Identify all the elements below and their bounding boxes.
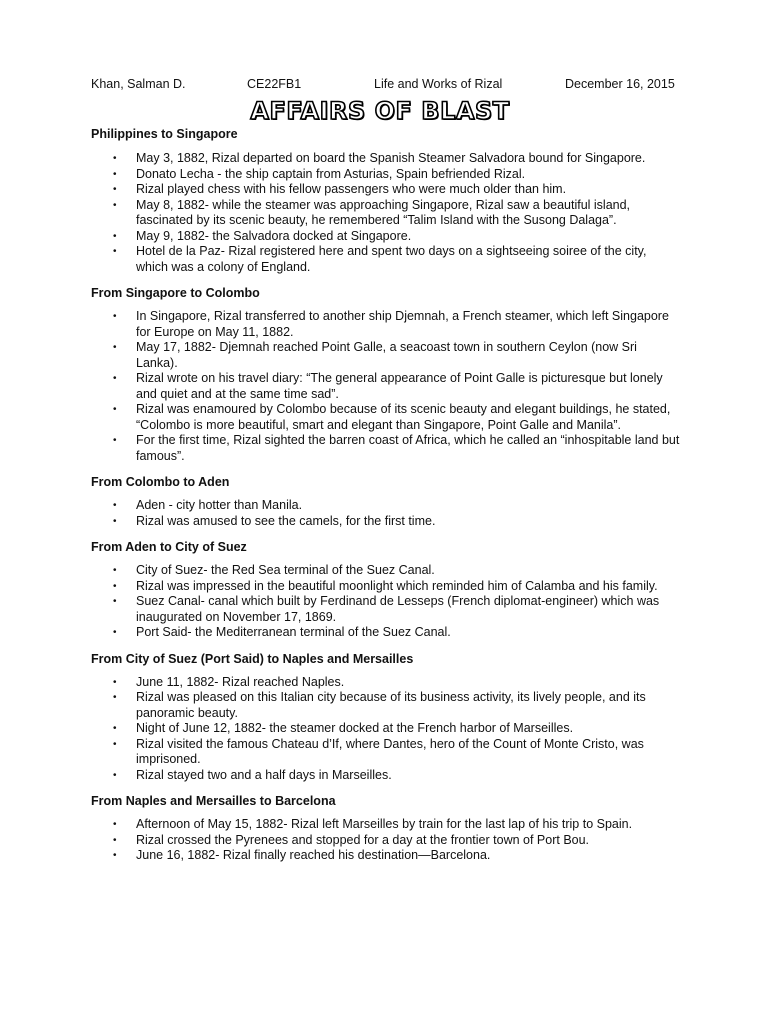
- bullet-icon: •: [113, 692, 117, 703]
- list-item: [91, 371, 681, 402]
- list-item: [91, 433, 681, 464]
- list-item: [91, 167, 681, 183]
- list-item-text: City of Suez- the Red Sea terminal of the Suez Canal.: [136, 563, 435, 577]
- list-item-text: Rizal wrote on his travel diary: “The general appearance of Point Galle is picturesque but lonely and quiet and at the same time sad”.: [136, 371, 663, 401]
- bullet-icon: •: [113, 627, 117, 638]
- list-item: [91, 340, 681, 371]
- list-item-text: Rizal crossed the Pyrenees and stopped for a day at the frontier town of Port Bou.: [136, 832, 590, 847]
- bullet-icon: •: [113, 769, 117, 781]
- bullet-icon: •: [113, 311, 117, 322]
- list-item-text: Rizal was impressed in the beautiful moonlight which reminded him of Calamba and his family.: [136, 578, 658, 593]
- list-item: [91, 594, 681, 625]
- header-subject: Life and Works of Rizal: [374, 77, 503, 91]
- list-item: [91, 848, 681, 864]
- bullet-icon: •: [113, 342, 117, 353]
- list-item-text: Rizal was amused to see the camels, for the first time.: [136, 513, 436, 528]
- bullet-icon: •: [113, 500, 117, 511]
- header-date: December 16, 2015: [565, 77, 675, 91]
- document-header: [91, 77, 681, 93]
- header-section: CE22FB1: [247, 77, 302, 91]
- bullet-list: [91, 151, 681, 275]
- bullet-icon: •: [113, 834, 117, 846]
- bullet-list: [91, 498, 681, 529]
- list-item: [91, 198, 681, 229]
- list-item-text: Hotel de la Paz- Rizal registered here and spent two days on a sightseeing soiree of the city, which was a colony of England.: [136, 244, 647, 274]
- list-item-text: Donato Lecha - the ship captain from Asturias, Spain befriended Rizal.: [136, 166, 526, 181]
- list-item-text: Afternoon of May 15, 1882- Rizal left Marseilles by train for the last lap of his trip to Spain.: [136, 817, 633, 831]
- section: [91, 285, 681, 464]
- list-item: [91, 737, 681, 768]
- list-item: [91, 309, 681, 340]
- list-item: [91, 721, 681, 737]
- bullet-icon: •: [113, 230, 117, 242]
- bullet-icon: •: [113, 819, 117, 830]
- bullet-icon: •: [113, 184, 117, 195]
- list-item-text: May 8, 1882- while the steamer was approaching Singapore, Rizal saw a beautiful island, fascinated by its scenic beauty, he remembered “Talim Island with the Susong Dalaga”.: [136, 197, 631, 227]
- list-item-text: Night of June 12, 1882- the steamer docked at the French harbor of Marseilles.: [136, 721, 574, 735]
- header-author: Khan, Salman D.: [91, 77, 186, 91]
- bullet-icon: •: [113, 723, 117, 734]
- section: [91, 793, 681, 864]
- bullet-icon: •: [113, 738, 117, 750]
- list-item-text: Rizal played chess with his fellow passengers who were much older than him.: [136, 182, 567, 196]
- section-heading: From Naples and Mersailles to Barcelona: [91, 794, 336, 808]
- document-body: [91, 122, 681, 864]
- bullet-list: [91, 563, 681, 641]
- document-title: AFFAIRS OF BLAST: [250, 97, 510, 125]
- list-item-text: May 17, 1882- Djemnah reached Point Galle, a seacoast town in southern Ceylon (now Sri Lanka).: [136, 340, 637, 370]
- list-item-text: Rizal was pleased on this Italian city because of its business activity, its lively people, and its panoramic beauty.: [136, 690, 646, 720]
- list-item-text: Rizal stayed two and a half days in Marseilles.: [136, 767, 392, 782]
- bullet-icon: •: [113, 199, 117, 211]
- bullet-icon: •: [113, 404, 117, 415]
- bullet-icon: •: [113, 676, 117, 688]
- list-item-text: Rizal was enamoured by Colombo because of its scenic beauty and elegant buildings, he stated, “Colombo is more beautiful, smart and elegant than Singapore, Point Galle and Manila”.: [136, 402, 671, 432]
- section: [91, 539, 681, 641]
- bullet-list: [91, 675, 681, 784]
- list-item-text: In Singapore, Rizal transferred to another ship Djemnah, a French steamer, which left Singapore for Europe on May 11, 1882.: [136, 309, 669, 339]
- bullet-icon: •: [113, 515, 117, 527]
- list-item: [91, 182, 681, 198]
- list-item-text: May 3, 1882, Rizal departed on board the Spanish Steamer Salvadora bound for Singapore.: [136, 151, 646, 165]
- list-item: [91, 563, 681, 579]
- list-item: [91, 229, 681, 245]
- section: [91, 474, 681, 529]
- list-item: [91, 675, 681, 691]
- section-heading: From Aden to City of Suez: [91, 540, 247, 554]
- list-item-text: June 16, 1882- Rizal finally reached his destination—Barcelona.: [136, 848, 491, 862]
- section-heading: From Singapore to Colombo: [91, 286, 260, 300]
- bullet-icon: •: [113, 373, 117, 384]
- list-item: [91, 514, 681, 530]
- list-item-text: May 9, 1882- the Salvadora docked at Singapore.: [136, 228, 412, 243]
- list-item-text: Port Said- the Mediterranean terminal of the Suez Canal.: [136, 625, 451, 639]
- list-item: [91, 833, 681, 849]
- bullet-icon: •: [113, 596, 117, 607]
- bullet-icon: •: [113, 850, 117, 861]
- list-item: [91, 579, 681, 595]
- list-item: [91, 817, 681, 833]
- bullet-icon: •: [113, 168, 117, 180]
- list-item: [91, 402, 681, 433]
- list-item: [91, 768, 681, 784]
- list-item-text: For the first time, Rizal sighted the barren coast of Africa, which he called an “inhospitable land but famous”.: [136, 433, 680, 463]
- section: [91, 651, 681, 784]
- list-item-text: Rizal visited the famous Chateau d’If, where Dantes, hero of the Count of Monte Cristo, was imprisoned.: [136, 736, 644, 766]
- list-item-text: June 11, 1882- Rizal reached Naples.: [136, 674, 345, 689]
- section-heading: From Colombo to Aden: [91, 475, 230, 489]
- bullet-icon: •: [113, 435, 117, 446]
- bullet-icon: •: [113, 565, 117, 576]
- bullet-icon: •: [113, 153, 117, 164]
- list-item: [91, 625, 681, 641]
- bullet-icon: •: [113, 580, 117, 592]
- section-heading: From City of Suez (Port Said) to Naples and Mersailles: [91, 651, 414, 666]
- list-item: [91, 690, 681, 721]
- list-item-text: Suez Canal- canal which built by Ferdinand de Lesseps (French diplomat-engineer) which was inaugurated on November 17, 1869.: [136, 594, 660, 624]
- list-item: [91, 498, 681, 514]
- list-item: [91, 244, 681, 275]
- section-heading: Philippines to Singapore: [91, 127, 238, 141]
- section: [91, 126, 681, 275]
- list-item: [91, 151, 681, 167]
- bullet-icon: •: [113, 246, 117, 257]
- list-item-text: Aden - city hotter than Manila.: [136, 498, 303, 512]
- bullet-list: [91, 817, 681, 864]
- bullet-list: [91, 309, 681, 464]
